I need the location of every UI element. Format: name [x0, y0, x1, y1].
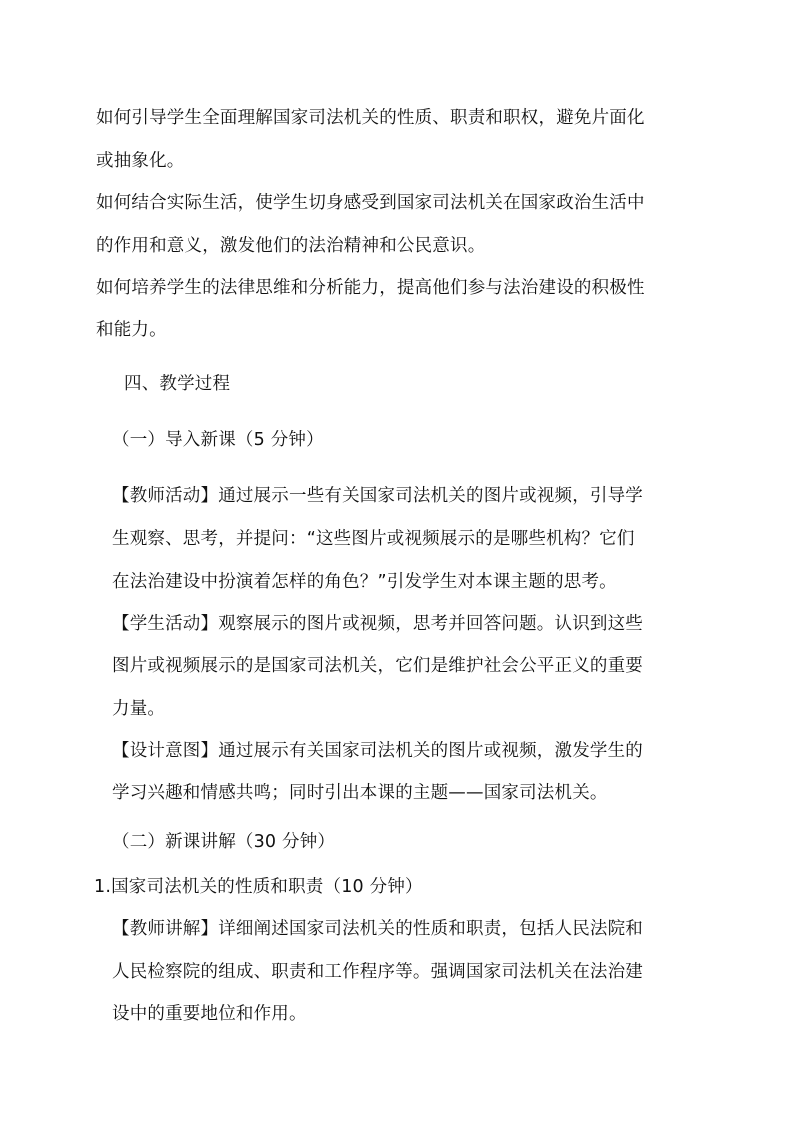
paragraph-line: 的作用和意义，激发他们的法治精神和公民意识。	[96, 236, 486, 256]
paragraph-line: 或抽象化。	[96, 151, 185, 171]
teacher-activity-line: 在法治建设中扮演着怎样的角色？”引发学生对本课主题的思考。	[112, 572, 617, 592]
subsection-heading: （一）导入新课（5 分钟）	[112, 430, 324, 450]
teacher-lecture-line: 设中的重要地位和作用。	[112, 1004, 307, 1024]
teacher-activity-line: 【教师活动】通过展示一些有关国家司法机关的图片或视频，引导学	[112, 486, 643, 506]
student-activity-line: 图片或视频展示的是国家司法机关，它们是维护社会公平正义的重要	[112, 656, 643, 676]
paragraph-line: 如何培养学生的法律思维和分析能力，提高他们参与法治建设的积极性	[96, 278, 645, 298]
teacher-activity-line: 生观察、思考，并提问：“这些图片或视频展示的是哪些机构？它们	[112, 529, 635, 549]
paragraph-line: 如何结合实际生活，使学生切身感受到国家司法机关在国家政治生活中	[96, 193, 645, 213]
teacher-lecture-line: 人民检察院的组成、职责和工作程序等。强调国家司法机关在法治建	[112, 962, 643, 982]
design-intent-line: 【设计意图】通过展示有关国家司法机关的图片或视频，激发学生的	[112, 741, 643, 761]
design-intent-line: 学习兴趣和情感共鸣；同时引出本课的主题——国家司法机关。	[112, 783, 608, 803]
paragraph-line: 和能力。	[96, 320, 167, 340]
teacher-lecture-line: 【教师讲解】详细阐述国家司法机关的性质和职责，包括人民法院和	[112, 919, 643, 939]
paragraph-line: 如何引导学生全面理解国家司法机关的性质、职责和职权，避免片面化	[96, 108, 645, 128]
student-activity-line: 力量。	[112, 699, 166, 719]
student-activity-line: 【学生活动】观察展示的图片或视频，思考并回答问题。认识到这些	[112, 614, 643, 634]
subsection-heading: （二）新课讲解（30 分钟）	[112, 832, 336, 852]
section-heading: 四、教学过程	[124, 374, 231, 394]
item-heading: 1.国家司法机关的性质和职责（10 分钟）	[94, 877, 423, 897]
